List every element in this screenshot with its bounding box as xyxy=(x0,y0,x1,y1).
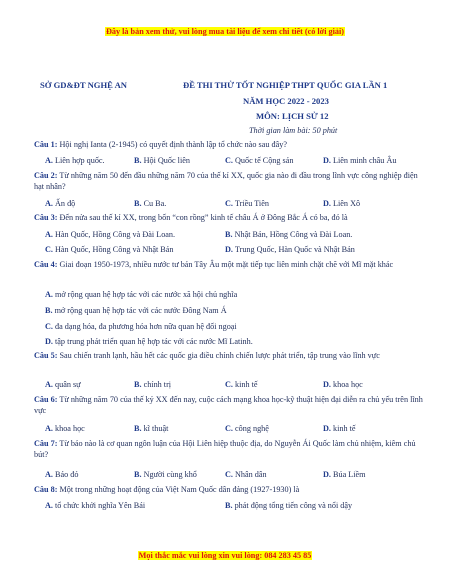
q3-option-a: A. Hàn Quốc, Hồng Công và Đài Loan. xyxy=(45,230,176,239)
preview-banner: Đây là bản xem thử, vui lòng mua tài liệu để xem chi tiết (có lời giải) xyxy=(105,27,344,36)
question-7: Câu 7: Từ báo nào là cơ quan ngôn luận của Hội Liên hiệp thuộc địa, do Nguyễn Ái Quốc làm chủ nhiệm, kiêm chủ bút? xyxy=(34,439,416,460)
q8-option-a: A. tổ chức khởi nghĩa Yên Bái xyxy=(45,501,146,510)
q4-option-b: B. mở rộng quan hệ hợp tác với các nước Đông Nam Á xyxy=(45,306,227,315)
q1-option-a: A. Liên hợp quốc. xyxy=(45,156,105,165)
q4-option-c: C. đa dạng hóa, đa phương hóa hơn nữa quan hệ đối ngoại xyxy=(45,322,237,331)
q5-option-a: A. quân sự xyxy=(45,380,81,389)
q8-option-b: B. phát động tổng tiến công và nổi dậy xyxy=(225,501,353,510)
q2-option-a: A. Ấn độ xyxy=(45,199,76,208)
q5-option-d: D. khoa học xyxy=(323,380,363,389)
q3-option-d: D. Trung Quốc, Hàn Quốc và Nhật Bản xyxy=(225,245,355,254)
exam-title: ĐỀ THI THỬ TỐT NGHIỆP THPT QUỐC GIA LẦN 1 xyxy=(183,80,388,90)
school-year: NĂM HỌC 2022 - 2023 xyxy=(243,96,329,106)
q7-option-a: A. Báo đỏ xyxy=(45,470,79,479)
exam-duration: Thời gian làm bài: 50 phút xyxy=(249,126,338,135)
subject-title: MÔN: LỊCH SỬ 12 xyxy=(256,111,329,121)
q6-option-d: D. kinh tế xyxy=(323,424,356,433)
q7-option-c: C. Nhân dân xyxy=(225,470,267,479)
q6-option-c: C. công nghệ xyxy=(225,424,269,433)
q3-option-b: B. Nhật Bản, Hồng Công và Đài Loan. xyxy=(225,230,353,239)
question-2: Câu 2: Từ những năm 50 đến đầu những năm 70 của thế kỉ XX, quốc gia nào đi đầu trong lĩnh vực công nghiệp điện hạt nhân? xyxy=(34,171,418,192)
question-4: Câu 4: Giai đoạn 1950-1973, nhiều nước tư bản Tây Âu một mặt tiếp tục liên minh chặt chẽ với Mĩ mặt khác xyxy=(34,260,394,269)
q1-option-b: B. Hội Quốc liên xyxy=(134,156,190,165)
q4-option-a: A. mở rộng quan hệ hợp tác với các nước xã hội chủ nghĩa xyxy=(45,290,238,299)
question-8: Câu 8: Một trong những hoạt động của Việt Nam Quốc dân đảng (1927-1930) là xyxy=(34,485,300,494)
q6-option-b: B. kĩ thuật xyxy=(134,424,169,433)
contact-banner: Mọi thắc mắc vui lòng xin vui lòng: 084 283 45 85 xyxy=(138,551,312,560)
q3-option-c: C. Hàn Quốc, Hồng Công và Nhật Bản xyxy=(45,245,174,254)
q6-option-a: A. khoa học xyxy=(45,424,85,433)
q7-option-d: D. Búa Liềm xyxy=(323,470,366,479)
q2-option-c: C. Triều Tiên xyxy=(225,199,269,208)
q2-option-d: D. Liên Xô xyxy=(323,199,361,208)
question-3: Câu 3: Đến nửa sau thế kỉ XX, trong bốn “con rồng” kinh tế châu Á ở Đông Bắc Á có ba, đó là xyxy=(34,213,348,222)
q5-option-c: C. kinh tế xyxy=(225,380,258,389)
question-5: Câu 5: Sau chiến tranh lạnh, hầu hết các quốc gia điều chỉnh chiến lược phát triển, tập trung vào lĩnh vực xyxy=(34,351,380,360)
question-1: Câu 1: Hội nghị Ianta (2-1945) có quyết định thành lập tổ chức nào sau đây? xyxy=(34,140,287,149)
q2-option-b: B. Cu Ba. xyxy=(134,199,167,208)
department-name: SỞ GD&ĐT NGHỆ AN xyxy=(40,80,127,90)
q7-option-b: B. Người cùng khổ xyxy=(134,470,197,479)
q1-option-c: C. Quốc tế Cộng sản xyxy=(225,156,294,165)
q4-option-d: D. tập trung phát triển quan hệ hợp tác với các nước Mĩ Latinh. xyxy=(45,337,253,346)
question-6: Câu 6: Từ những năm 70 của thế kỷ XX đến nay, cuộc cách mạng khoa học-kỹ thuật hiện đại diễn ra chủ yếu trên lĩnh vực xyxy=(34,395,423,416)
q5-option-b: B. chính trị xyxy=(134,380,172,389)
q1-option-d: D. Liên minh châu Âu xyxy=(323,156,397,165)
